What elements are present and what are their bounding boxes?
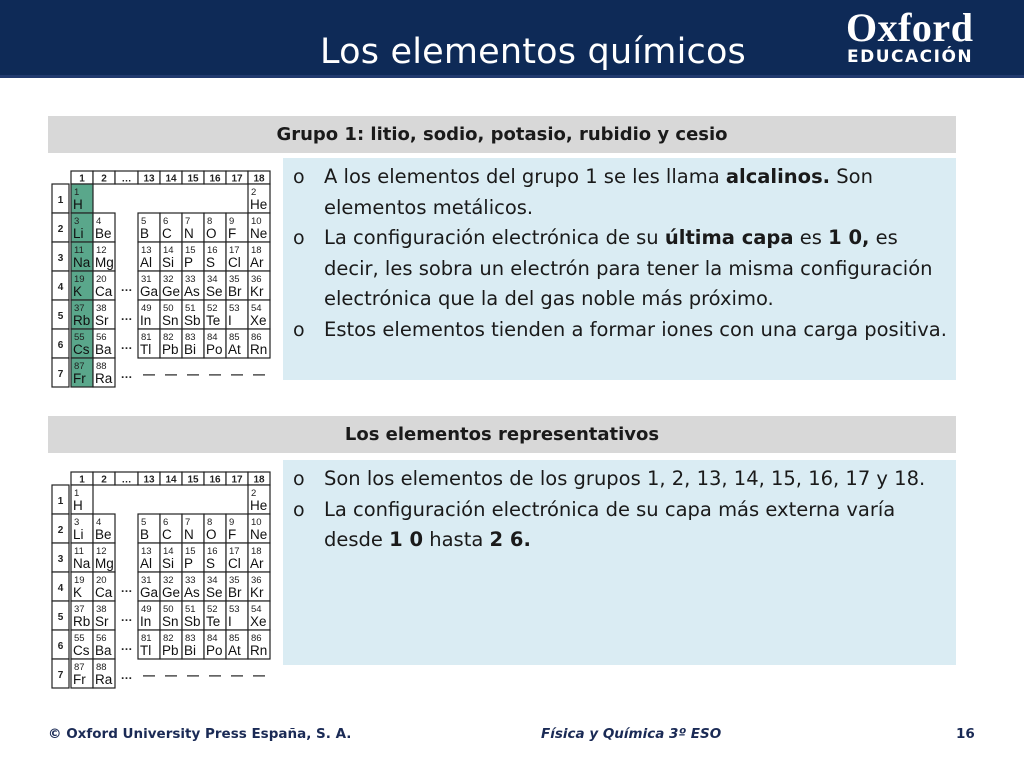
ellipsis-mark: …	[120, 610, 133, 624]
element-symbol: Sr	[95, 614, 109, 629]
element-symbol: In	[140, 614, 152, 629]
atomic-number: 4	[96, 216, 102, 227]
group-header-label: 1	[79, 474, 85, 486]
text-run: A los elementos del grupo 1 se les llama	[324, 165, 726, 188]
dash-mark: —	[209, 367, 221, 381]
element-symbol: Ca	[95, 284, 113, 299]
atomic-number: 55	[74, 332, 85, 343]
element-symbol: Li	[73, 226, 84, 241]
atomic-number: 1	[74, 488, 80, 499]
element-symbol: Ra	[95, 371, 113, 386]
dash-mark: —	[253, 668, 265, 682]
element-symbol: Be	[95, 226, 112, 241]
element-symbol: Bi	[184, 342, 197, 357]
slide-title: Los elementos químicos	[320, 32, 746, 72]
element-symbol: Sb	[184, 614, 201, 629]
element-symbol: S	[206, 556, 216, 571]
period-label: 2	[57, 224, 64, 235]
element-symbol: Na	[73, 255, 91, 270]
header-rule	[0, 75, 1024, 78]
element-symbol: Sn	[162, 313, 179, 328]
element-symbol: B	[140, 527, 150, 542]
element-symbol: B	[140, 226, 150, 241]
ellipsis-mark: …	[120, 581, 133, 595]
element-symbol: Cs	[73, 643, 90, 658]
element-symbol: S	[206, 255, 216, 270]
atomic-number: 4	[96, 517, 102, 528]
element-symbol: Ge	[162, 585, 181, 600]
atomic-number: 81	[141, 332, 152, 343]
group-header-label: 15	[187, 474, 199, 486]
atomic-number: 16	[207, 245, 218, 256]
element-symbol: Br	[228, 585, 242, 600]
element-symbol: I	[228, 614, 232, 629]
group-header-label: 1	[79, 173, 85, 185]
element-symbol: F	[228, 226, 237, 241]
element-symbol: P	[184, 556, 194, 571]
atomic-number: 55	[74, 633, 85, 644]
element-symbol: C	[162, 527, 172, 542]
element-symbol: Se	[206, 585, 223, 600]
atomic-number: 50	[163, 303, 174, 314]
atomic-number: 56	[96, 633, 107, 644]
period-label: 2	[57, 525, 64, 536]
period-label: 1	[57, 195, 64, 206]
atomic-number: 13	[141, 245, 152, 256]
atomic-number: 49	[141, 303, 152, 314]
dash-mark: —	[165, 367, 177, 381]
atomic-number: 82	[163, 633, 174, 644]
footer-course: Física y Química 3º ESO	[541, 726, 722, 742]
element-symbol: Xe	[250, 614, 267, 629]
atomic-number: 53	[229, 303, 240, 314]
atomic-number: 87	[74, 361, 85, 372]
dash-mark: —	[187, 668, 199, 682]
atomic-number: 10	[251, 517, 262, 528]
dash-mark: —	[231, 367, 243, 381]
footer-copyright: © Oxford University Press España, S. A.	[48, 726, 352, 742]
element-symbol: Mg	[95, 255, 114, 270]
dash-mark: —	[253, 367, 265, 381]
slide-header	[0, 0, 1024, 78]
bold-text: alcalinos.	[725, 165, 831, 188]
atomic-number: 85	[229, 633, 240, 644]
atomic-number: 52	[207, 303, 218, 314]
atomic-number: 11	[74, 245, 84, 256]
atomic-number: 15	[185, 546, 196, 557]
atomic-number: 51	[185, 604, 196, 615]
ellipsis-mark: …	[120, 639, 133, 653]
atomic-number: 8	[207, 216, 213, 227]
atomic-number: 6	[163, 517, 169, 528]
ellipsis-mark: …	[120, 367, 133, 381]
atomic-number: 34	[207, 274, 218, 285]
bold-text: 2 6.	[489, 528, 531, 551]
atomic-number: 9	[229, 216, 235, 227]
element-symbol: Te	[206, 614, 221, 629]
element-symbol: Kr	[250, 284, 264, 299]
dash-mark: —	[231, 668, 243, 682]
element-symbol: Tl	[140, 643, 152, 658]
period-label: 7	[57, 369, 64, 380]
group-header-label: 13	[143, 474, 155, 486]
element-symbol: Kr	[250, 585, 264, 600]
ellipsis-mark: …	[120, 280, 133, 294]
group-header-label: …	[121, 173, 132, 185]
atomic-number: 2	[251, 488, 257, 499]
atomic-number: 35	[229, 575, 240, 586]
element-symbol: He	[250, 197, 268, 212]
educacion-logo: EDUCACIÓN	[847, 47, 974, 67]
element-symbol: Fr	[73, 672, 86, 687]
element-symbol: Rn	[250, 342, 268, 357]
text-run: La configuración electrónica de su	[324, 226, 665, 249]
period-label: 6	[57, 340, 64, 351]
element-symbol: N	[184, 527, 194, 542]
atomic-number: 86	[251, 332, 262, 343]
element-symbol: Ra	[95, 672, 113, 687]
atomic-number: 82	[163, 332, 174, 343]
element-symbol: Sn	[162, 614, 179, 629]
element-symbol: Rn	[250, 643, 268, 658]
atomic-number: 7	[185, 517, 191, 528]
atomic-number: 13	[141, 546, 152, 557]
dash-mark: —	[143, 668, 155, 682]
element-symbol: Tl	[140, 342, 152, 357]
text-run: Estos elementos tienden a formar iones con una carga positiva.	[324, 317, 947, 341]
atomic-number: 36	[251, 274, 262, 285]
group-header-label: 2	[101, 173, 107, 185]
bullet-item	[293, 315, 956, 346]
atomic-number: 34	[207, 575, 218, 586]
atomic-number: 16	[207, 546, 218, 557]
bullet-marker: o	[293, 318, 305, 341]
atomic-number: 12	[96, 245, 107, 256]
element-symbol: K	[73, 585, 83, 600]
element-symbol: Ar	[250, 556, 264, 571]
element-symbol: F	[228, 527, 237, 542]
atomic-number: 33	[185, 274, 196, 285]
atomic-number: 33	[185, 575, 196, 586]
ellipsis-mark: …	[120, 338, 133, 352]
group-header-label: 17	[231, 173, 243, 185]
element-symbol: Ga	[140, 284, 159, 299]
periodic-table-representative	[51, 471, 273, 689]
atomic-number: 5	[141, 517, 147, 528]
element-symbol: As	[184, 585, 200, 600]
atomic-number: 84	[207, 332, 218, 343]
dash-mark: —	[187, 367, 199, 381]
atomic-number: 3	[74, 517, 80, 528]
dash-mark: —	[165, 668, 177, 682]
atomic-number: 5	[141, 216, 147, 227]
period-label: 5	[57, 311, 64, 322]
element-symbol: Te	[206, 313, 221, 328]
element-symbol: Fr	[73, 371, 86, 386]
atomic-number: 53	[229, 604, 240, 615]
element-symbol: Ga	[140, 585, 159, 600]
section1-heading: Grupo 1: litio, sodio, potasio, rubidio y cesio	[48, 116, 956, 153]
atomic-number: 1	[74, 187, 80, 198]
element-symbol: Cl	[228, 556, 241, 571]
element-symbol: I	[228, 313, 232, 328]
atomic-number: 88	[96, 361, 107, 372]
atomic-number: 20	[96, 274, 107, 285]
oxford-logo: Oxford	[846, 5, 974, 50]
element-symbol: H	[73, 197, 83, 212]
bullet-marker: o	[293, 498, 305, 521]
element-symbol: O	[206, 226, 217, 241]
atomic-number: 54	[251, 604, 262, 615]
element-symbol: Sb	[184, 313, 201, 328]
group-header-label: 14	[165, 173, 177, 185]
dash-mark: —	[143, 367, 155, 381]
period-label: 4	[57, 583, 64, 594]
element-symbol: Pb	[162, 342, 179, 357]
section2-heading: Los elementos representativos	[48, 416, 956, 453]
element-symbol: K	[73, 284, 83, 299]
atomic-number: 84	[207, 633, 218, 644]
atomic-number: 10	[251, 216, 262, 227]
atomic-number: 38	[96, 604, 107, 615]
dash-mark: —	[209, 668, 221, 682]
atomic-number: 83	[185, 633, 196, 644]
atomic-number: 37	[74, 303, 85, 314]
period-label: 5	[57, 612, 64, 623]
element-symbol: Al	[140, 556, 153, 571]
bold-text: 1 0	[389, 528, 424, 551]
element-symbol: Po	[206, 643, 223, 658]
element-symbol: O	[206, 527, 217, 542]
atomic-number: 8	[207, 517, 213, 528]
element-symbol: Ca	[95, 585, 113, 600]
ellipsis-mark: …	[120, 668, 133, 682]
atomic-number: 32	[163, 274, 174, 285]
element-symbol: C	[162, 226, 172, 241]
text-run: es decir, les sobra un electrón para tener la misma configuración electrónica que la del gas noble más próximo.	[324, 226, 933, 310]
atomic-number: 7	[185, 216, 191, 227]
atomic-number: 17	[229, 546, 240, 557]
atomic-number: 32	[163, 575, 174, 586]
atomic-number: 18	[251, 546, 262, 557]
ellipsis-mark: …	[120, 309, 133, 323]
bullet-item	[293, 495, 956, 556]
period-label: 4	[57, 282, 64, 293]
element-symbol: Mg	[95, 556, 114, 571]
element-symbol: Si	[162, 556, 175, 571]
element-symbol: Rb	[73, 313, 91, 328]
atomic-number: 15	[185, 245, 196, 256]
bullet-marker: o	[293, 227, 305, 249]
atomic-number: 31	[141, 274, 152, 285]
element-symbol: In	[140, 313, 152, 328]
text-run: es	[793, 226, 829, 249]
atomic-number: 54	[251, 303, 262, 314]
group-header-label: 18	[253, 173, 265, 185]
element-symbol: Al	[140, 255, 153, 270]
atomic-number: 17	[229, 245, 240, 256]
atomic-number: 87	[74, 662, 85, 673]
atomic-number: 38	[96, 303, 107, 314]
period-label: 3	[57, 554, 64, 565]
bold-text: última capa	[664, 226, 794, 249]
atomic-number: 88	[96, 662, 107, 673]
period-label: 6	[57, 641, 64, 652]
bold-text: 1 0,	[828, 226, 870, 249]
atomic-number: 31	[141, 575, 152, 586]
section2-textbox	[283, 460, 956, 665]
atomic-number: 2	[251, 187, 257, 198]
element-symbol: N	[184, 226, 194, 241]
bullet-item	[293, 162, 956, 223]
element-symbol: Br	[228, 284, 242, 299]
atomic-number: 14	[163, 546, 174, 557]
element-symbol: At	[228, 643, 241, 658]
element-symbol: Be	[95, 527, 112, 542]
element-symbol: Ge	[162, 284, 181, 299]
period-label: 7	[57, 670, 64, 681]
group-header-label: 13	[143, 173, 155, 185]
bullet-marker: o	[293, 166, 305, 188]
atomic-number: 12	[96, 546, 107, 557]
atomic-number: 18	[251, 245, 262, 256]
atomic-number: 81	[141, 633, 152, 644]
element-symbol: Xe	[250, 313, 267, 328]
element-symbol: Bi	[184, 643, 197, 658]
atomic-number: 6	[163, 216, 169, 227]
element-symbol: Ba	[95, 342, 112, 357]
atomic-number: 37	[74, 604, 85, 615]
atomic-number: 49	[141, 604, 152, 615]
group-header-label: 15	[187, 173, 199, 185]
periodic-table-svg	[51, 170, 273, 390]
element-symbol: He	[250, 498, 268, 513]
element-symbol: Se	[206, 284, 223, 299]
bullet-item	[293, 223, 956, 315]
atomic-number: 50	[163, 604, 174, 615]
period-label: 3	[57, 253, 64, 264]
bullet-item	[293, 464, 956, 495]
element-symbol: Ba	[95, 643, 112, 658]
bullet-marker: o	[293, 468, 305, 490]
atomic-number: 35	[229, 274, 240, 285]
group-header-label: 2	[101, 474, 107, 486]
text-run: Son los elementos de los grupos 1, 2, 13, 14, 15, 16, 17 y 18.	[324, 467, 926, 490]
group-header-label: 18	[253, 474, 265, 486]
group-header-label: 17	[231, 474, 243, 486]
periodic-table-svg	[51, 471, 273, 689]
atomic-number: 9	[229, 517, 235, 528]
atomic-number: 3	[74, 216, 80, 227]
group-header-label: 14	[165, 474, 177, 486]
element-symbol: Rb	[73, 614, 91, 629]
element-symbol: Ne	[250, 527, 268, 542]
element-symbol: Ne	[250, 226, 268, 241]
section1-textbox	[283, 158, 956, 380]
atomic-number: 51	[185, 303, 196, 314]
group-header-label: 16	[209, 173, 221, 185]
text-run: La configuración electrónica de su capa más externa varía desde	[324, 497, 896, 551]
text-run: Son elementos metálicos.	[324, 165, 873, 219]
atomic-number: 86	[251, 633, 262, 644]
element-symbol: Si	[162, 255, 175, 270]
atomic-number: 83	[185, 332, 196, 343]
footer-page-number: 16	[956, 726, 975, 742]
element-symbol: H	[73, 498, 83, 513]
periodic-table-group1	[51, 170, 273, 390]
section1-bullets	[283, 158, 956, 345]
section2-bullets	[283, 460, 956, 556]
atomic-number: 11	[74, 546, 84, 557]
atomic-number: 56	[96, 332, 107, 343]
atomic-number: 85	[229, 332, 240, 343]
group-header-label: …	[121, 474, 132, 486]
element-symbol: Cs	[73, 342, 90, 357]
element-symbol: At	[228, 342, 241, 357]
element-symbol: Cl	[228, 255, 241, 270]
element-symbol: Po	[206, 342, 223, 357]
element-symbol: Ar	[250, 255, 264, 270]
atomic-number: 20	[96, 575, 107, 586]
text-run: hasta	[423, 528, 490, 551]
atomic-number: 36	[251, 575, 262, 586]
element-symbol: As	[184, 284, 200, 299]
element-symbol: P	[184, 255, 194, 270]
atomic-number: 19	[74, 274, 85, 285]
atomic-number: 19	[74, 575, 85, 586]
element-symbol: Sr	[95, 313, 109, 328]
atomic-number: 52	[207, 604, 218, 615]
element-symbol: Na	[73, 556, 91, 571]
group-header-label: 16	[209, 474, 221, 486]
element-symbol: Li	[73, 527, 84, 542]
element-symbol: Pb	[162, 643, 179, 658]
atomic-number: 14	[163, 245, 174, 256]
period-label: 1	[57, 496, 64, 507]
